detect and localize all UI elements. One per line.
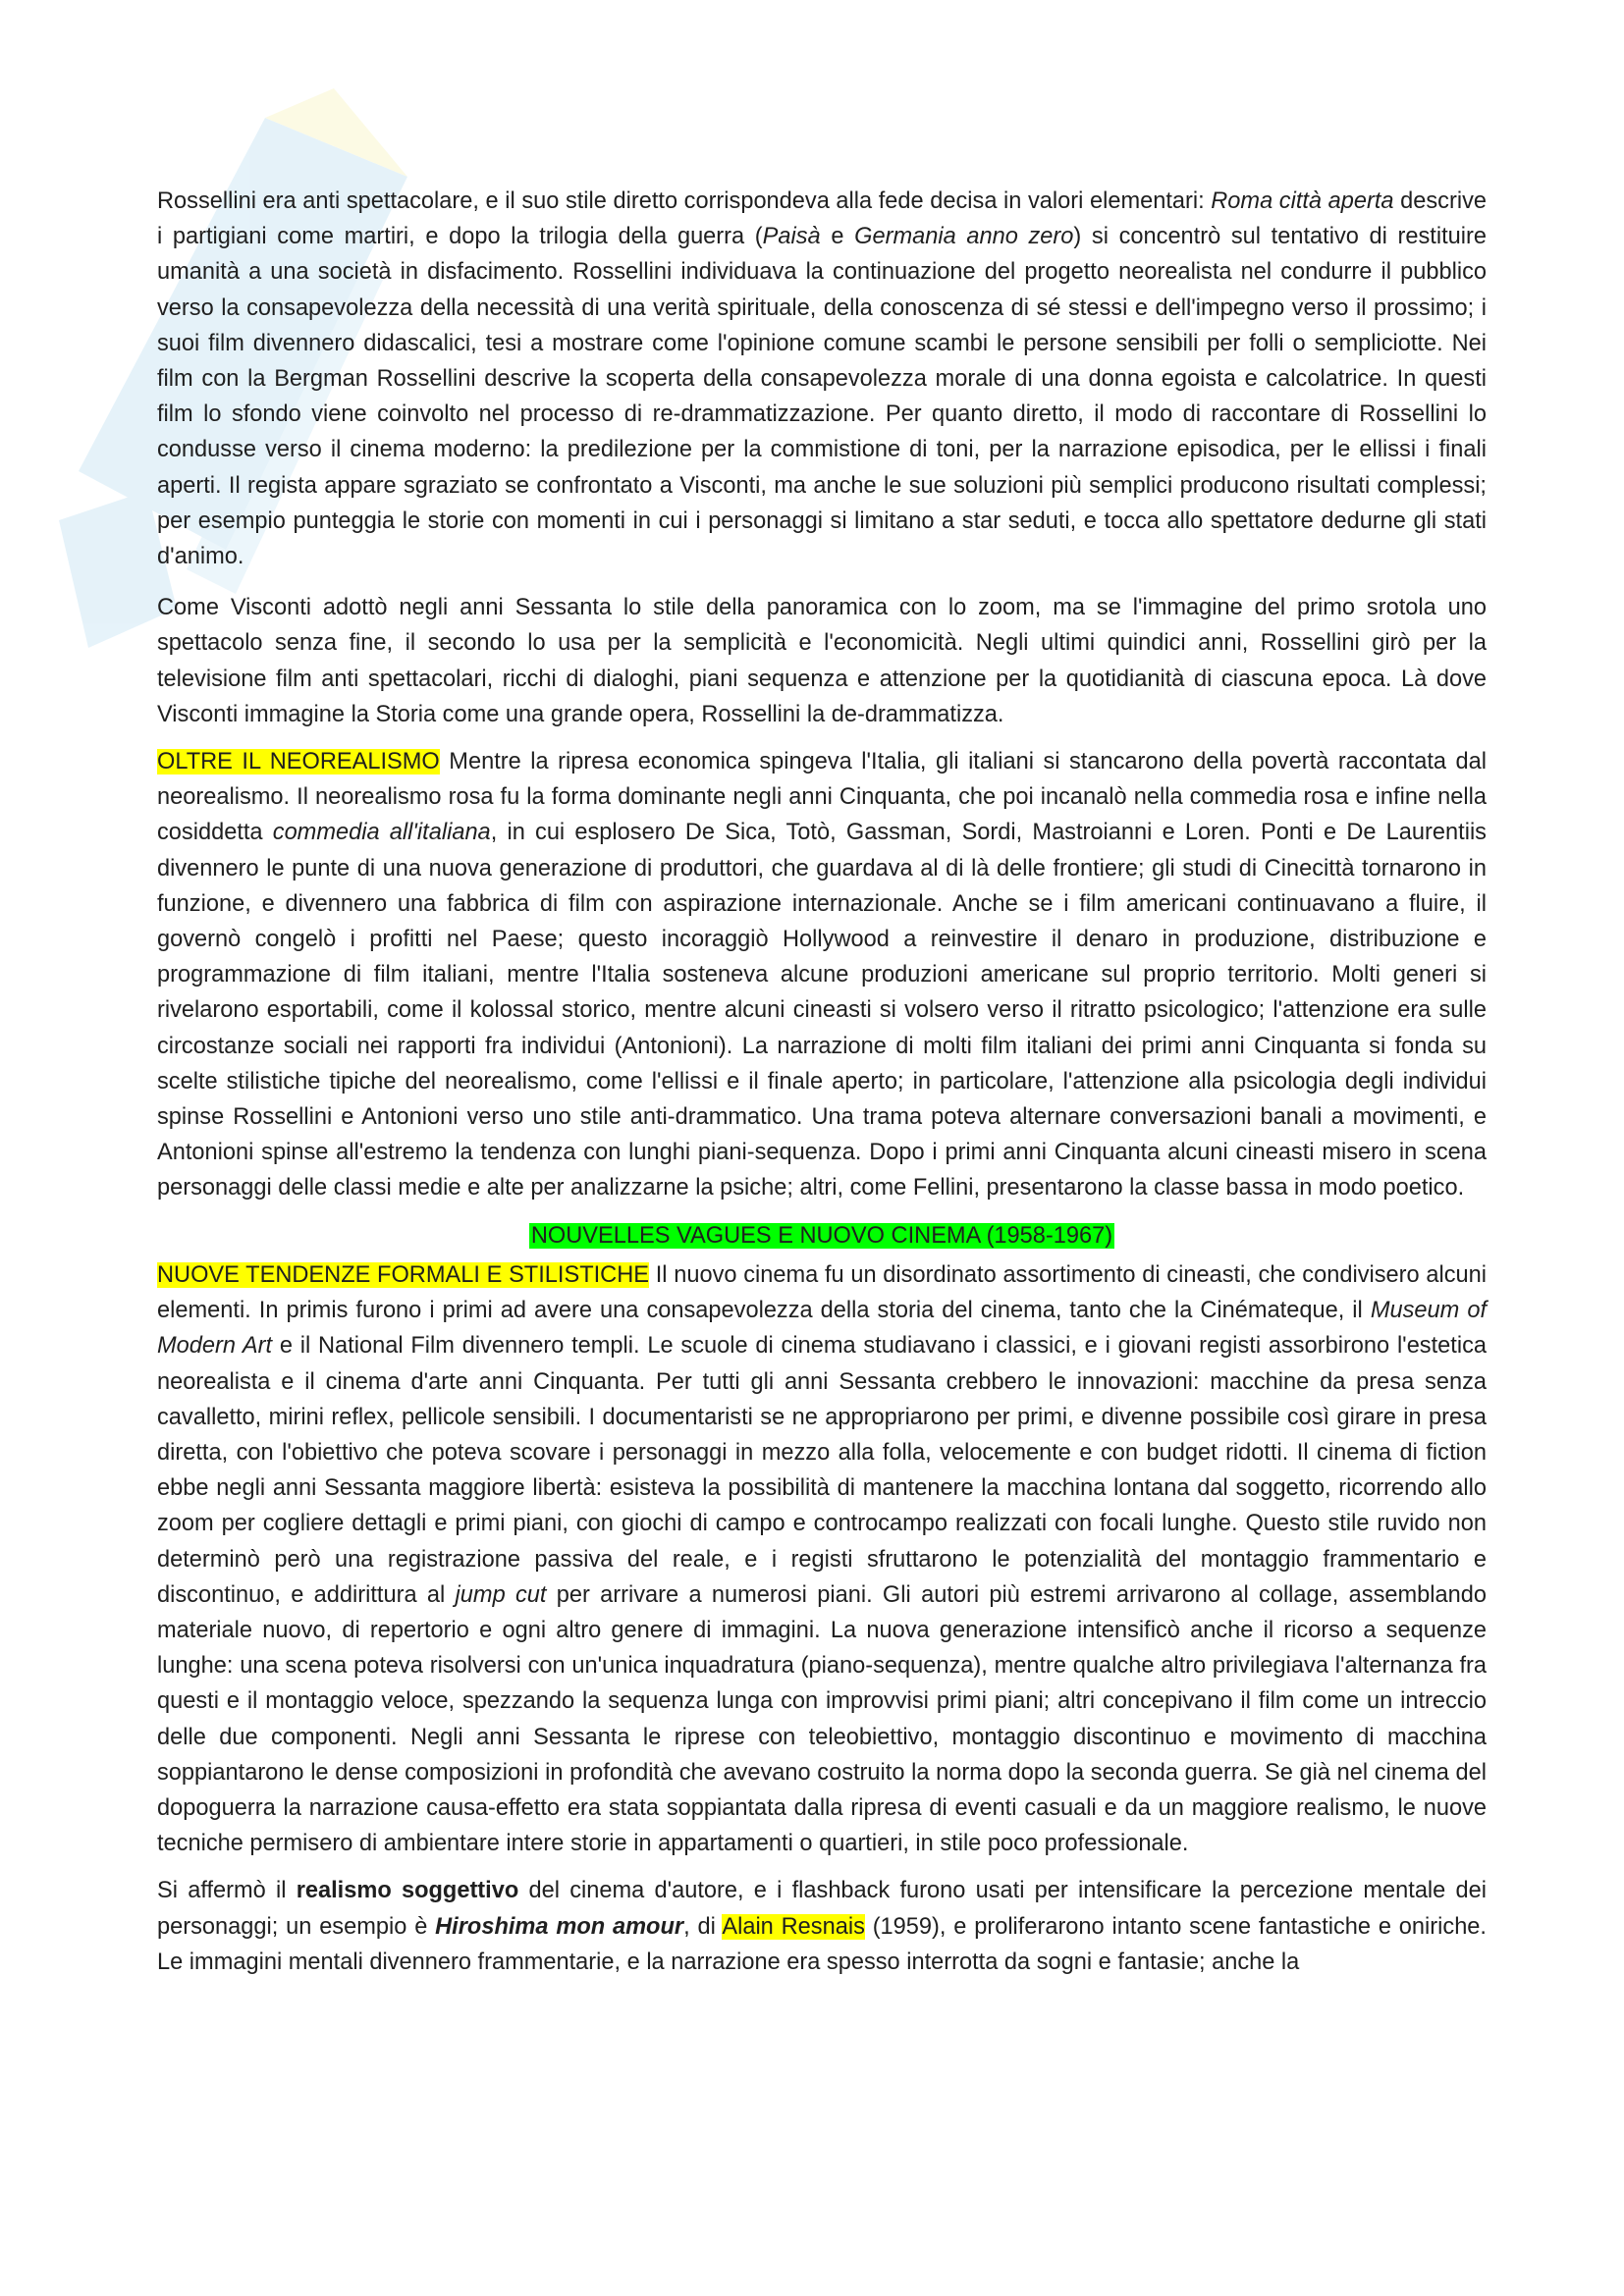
text-run: descrive i partigiani come martiri, e dopo la trilogia della guerra ( — [157, 188, 1487, 250]
section-heading — [157, 1218, 1487, 1254]
text-run: Mentre la ripresa economica spingeva l'Italia, gli italiani si stancarono della povertà raccontata dal neorealismo. Il neorealismo rosa fu la forma dominante negli anni Cinquanta, che poi incanalò nella commedia rosa e infine nella cosiddetta — [157, 749, 1487, 846]
paragraph-visconti-comparison: Come Visconti adottò negli anni Sessanta lo stile della panoramica con lo zoom, ma se l'immagine del primo srotola uno spettacolo senza fine, il secondo lo usa per la semplicità e l'economicità. Negli ultimi quindici anni, Rossellini girò per la televisione film anti spettacolari, ricchi di dialoghi, piani sequenza e attenzione per la quotidianità di ciascuna epoca. Là dove Visconti immagine la Storia come una grande opera, Rossellini la de-drammatizza. — [157, 595, 1487, 727]
text-run: Il nuovo cinema fu un disordinato assortimento di cineasti, che condivisero alcuni elementi. In primis furono i primi ad avere una consapevolezza della storia del cinema, tanto che la Cinémateque, il — [157, 1261, 1487, 1324]
paragraph-realismo-soggettivo — [157, 1873, 1487, 1980]
paragraph-oltre-il-neorealismo — [157, 744, 1487, 1206]
term-jump-cut: jump cut — [455, 1581, 547, 1608]
text-run: , in cui esplosero De Sica, Totò, Gassman, Sordi, Mastroianni e Loren. Ponti e De Laurentiis divennero le punte di una nuova generazione di produttori, che guardava al di là delle frontiere; gli studi di Cinecittà tornarono in funzione, e divennero una fabbrica di film con aspirazione internazionale. Anche se i film americani continuavano a fluire, il governò congelò i profitti nel Paese; questo incoraggiò Hollywood a reinvestire il denaro in produzione, distribuzione e programmazione di film italiani, mentre l'Italia sosteneva alcune produzioni americane sul proprio territorio. Molti generi si rivelarono esportabili, come il kolossal storico, mentre alcuni cineasti si volsero verso il ritratto psicologico; l'attenzione era sulle circostanze sociali nei rapporti fra individui (Antonioni). La narrazione di molti film italiani dei primi anni Cinquanta si fonda su scelte stilistiche tipiche del neorealismo, come l'ellissi e il finale aperto; in particolare, l'attenzione alla psicologia degli individui spinse Rossellini e Antonioni verso uno stile anti-drammatico. Una trama poteva alternare conversazioni banali a movimenti, e Antonioni spinse all'estremo la tendenza con lunghi piani-sequenza. Dopo i primi anni Cinquanta alcuni cineasti misero in scena personaggi delle classi medie e alte per analizzarne la psiche; altri, come Fellini, presentarono la classe bassa in modo poetico. — [157, 820, 1487, 1201]
section-heading-text: NOUVELLES VAGUES E NUOVO CINEMA (1958-1967) — [530, 1222, 1113, 1249]
term-museum-of-modern-art: Museum of Modern Art — [157, 1298, 1488, 1360]
text-run: e il National Film divennero templi. Le scuole di cinema studiavano i classici, e i giovani registi assorbirono l'estetica neorealista e il cinema d'arte anni Cinquanta. Per tutti gli anni Sessanta crebbero le innovazioni: macchine da presa senza cavalletto, mirini reflex, pellicole sensibili. I documentaristi se ne appropriarono per primi, e divenne possibile così girare in presa diretta, con l'obiettivo che poteva scovare i personaggi in mezzo alla folla, velocemente e con budget ridotti. Il cinema di fiction ebbe negli anni Sessanta maggiore libertà: esisteva la possibilità di mantenere la macchina lontana dal soggetto, ricorrendo allo zoom per cogliere dettagli e primi piani, con giochi di campo e controcampo realizzati con focali lunghe. Questo stile ruvido non determinò però una registrazione passiva del reale, e i registi sfruttarono le potenzialità del montaggio frammentario e discontinuo, e addirittura al — [157, 1333, 1488, 1608]
film-title-roma-citta-aperta: Roma città aperta — [1211, 188, 1394, 214]
film-title-germania-anno-zero: Germania anno zero — [854, 224, 1074, 250]
text-run: del cinema d'autore, e i flashback furono usati per intensificare la percezione mentale dei personaggi; un esempio è — [157, 1878, 1488, 1940]
text-run: per arrivare a numerosi piani. Gli autori più estremi arrivarono al collage, assemblando materiale nuovo, di repertorio e ogni altro genere di immagini. La nuova generazione intensificò anche il ricorso a sequenze lunghe: una scena poteva risolversi con un'unica inquadratura (piano-sequenza), mentre qualche altro privilegiava l'alternanza fra questi e il montaggio veloce, spezzando la sequenza lunga con improvvisi primi piani; altri concepivano il film come un intreccio delle due componenti. Negli anni Sessanta le riprese con teleobiettivo, montaggio discontinuo e movimento di macchina soppiantarono le dense composizioni in profondità che avevano costruito la norma dopo la seconda guerra. Se già nel cinema del dopoguerra la narrazione causa-effetto era stata soppiantata dalla ripresa di eventi casuali e da un maggiore realismo, le nuove tecniche permisero di ambientare intere storie in appartamenti o quartieri, in stile poco professionale. — [157, 1581, 1487, 1857]
film-title-hiroshima-mon-amour: Hiroshima mon amour — [435, 1913, 684, 1940]
paragraph-rossellini — [157, 184, 1487, 574]
text-run: Rossellini era anti spettacolare, e il suo stile diretto corrispondeva alla fede decisa in valori elementari: — [157, 188, 1212, 214]
term-commedia-all-italiana: commedia all'italiana — [272, 820, 491, 846]
text-run: Si affermò il — [157, 1878, 297, 1904]
highlight-label-nuove-tendenze: NUOVE TENDENZE FORMALI E STILISTICHE — [157, 1261, 649, 1288]
text-run: (1959), e proliferarono intanto scene fantastiche e oniriche. Le immagini mentali divennero frammentarie, e la narrazione era spesso interrotta da sogni e fantasie; anche la — [157, 1913, 1487, 1975]
term-realismo-soggettivo: realismo soggettivo — [296, 1878, 519, 1904]
film-title-paisa: Paisà — [762, 224, 821, 250]
highlight-alain-resnais: Alain Resnais — [722, 1913, 865, 1940]
text-run: , di — [683, 1913, 723, 1940]
paragraph-nuove-tendenze — [157, 1257, 1487, 1861]
text-run: e — [820, 224, 855, 250]
text-run: ) si concentrò sul tentativo di restituire umanità a una società in disfacimento. Rossellini individuava la continuazione del progetto neorealista nel condurre il pubblico verso la consapevolezza della necessità di una verità spirituale, della conoscenza di sé stessi e dell'impegno verso il prossimo; i suoi film divennero didascalici, tesi a mostrare come l'opinione comune scambi le persone sensibili per folli o sempliciotte. Nei film con la Bergman Rossellini descrive la scoperta della consapevolezza morale di una donna egoista e calcolatrice. In questi film lo sfondo viene coinvolto nel processo di re-drammatizzazione. Per quanto diretto, il modo di raccontare di Rossellini lo condusse verso il cinema moderno: la predilezione per la commistione di toni, per la narrazione episodica, per le ellissi i finali aperti. Il regista appare sgraziato se confrontato a Visconti, ma anche le sue soluzioni più semplici producono risultati complessi; per esempio punteggia le storie con momenti in cui i personaggi si limitano a star seduti, e tocca allo spettatore dedurne gli stati d'animo. — [157, 224, 1488, 570]
document-body — [157, 184, 1487, 1992]
highlight-label-oltre-il-neorealismo: OLTRE IL NEOREALISMO — [157, 749, 440, 775]
